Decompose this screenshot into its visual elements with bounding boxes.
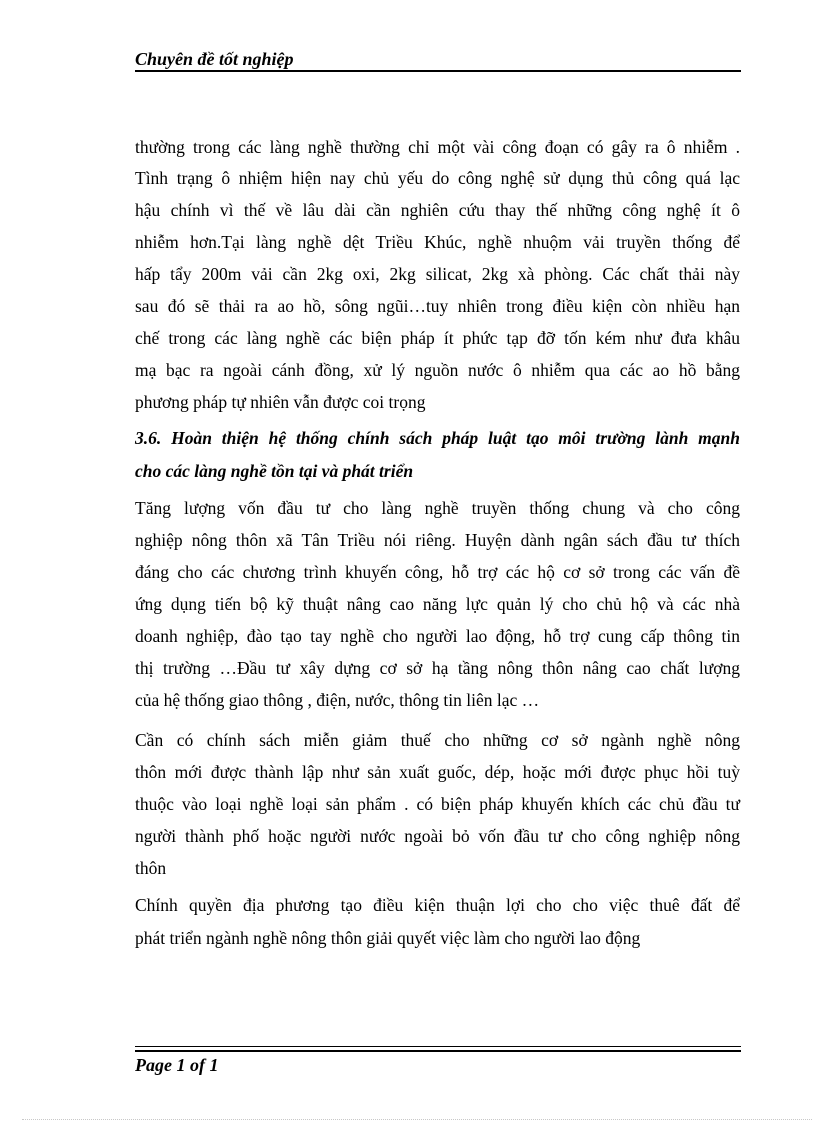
section-heading: cho các làng nghề tồn tại và phát triển <box>135 461 414 481</box>
body-line: phát triển ngành nghề nông thôn giải quyết việc làm cho người lao động <box>135 928 641 948</box>
body-line: đáng cho các chương trình khuyến công, hỗ trợ các hộ cơ sở trong các vấn đề <box>135 562 740 582</box>
body-line: sau đó sẽ thải ra ao hồ, sông ngũi…tuy nhiên trong điều kiện còn nhiều hạn <box>135 296 740 316</box>
body-line: thường trong các làng nghề thường chỉ một vài công đoạn có gây ra ô nhiễm . <box>135 137 740 157</box>
body-line: hậu chính vì thế về lâu dài cần nghiên cứu thay thế những công nghệ ít ô <box>135 200 740 220</box>
body-line: Cần có chính sách miễn giảm thuế cho những cơ sở ngành nghề nông <box>135 730 740 750</box>
body-line: hấp tẩy 200m vải cần 2kg oxi, 2kg silicat, 2kg xà phòng. Các chất thải này <box>135 264 740 284</box>
body-line: nhiễm hơn.Tại làng nghề dệt Triều Khúc, nghề nhuộm vải truyền thống để <box>135 232 740 252</box>
body-line: ứng dụng tiến bộ kỹ thuật nâng cao năng lực quản lý cho chủ hộ và các nhà <box>135 594 740 614</box>
section-heading: 3.6. Hoàn thiện hệ thống chính sách pháp luật tạo môi trường lành mạnh <box>135 428 740 448</box>
body-line: nghiệp nông thôn xã Tân Triều nói riêng. Huyện dành ngân sách đầu tư thích <box>135 530 740 550</box>
header-divider <box>135 70 741 72</box>
body-line: thuộc vào loại nghề loại sản phẩm . có biện pháp khuyến khích các chủ đầu tư <box>135 794 740 814</box>
page-edge <box>22 1119 812 1120</box>
body-line: của hệ thống giao thông , điện, nước, thông tin liên lạc … <box>135 690 540 710</box>
body-line: người thành phố hoặc người nước ngoài bỏ vốn đầu tư cho công nghiệp nông <box>135 826 740 846</box>
body-line: thị trường …Đầu tư xây dựng cơ sở hạ tầng nông thôn nâng cao chất lượng <box>135 658 740 678</box>
body-line: thôn <box>135 858 167 878</box>
body-line: mạ bạc ra ngoài cánh đồng, xử lý nguồn nước ô nhiễm qua các ao hồ bằng <box>135 360 740 380</box>
body-line: chế trong các làng nghề các biện pháp ít phức tạp đỡ tốn kém như đưa khâu <box>135 328 740 348</box>
body-line: thôn mới được thành lập như sản xuất guốc, dép, hoặc mới được phục hồi tuỳ <box>135 762 740 782</box>
body-line: doanh nghiệp, đào tạo tay nghề cho người lao động, hỗ trợ cung cấp thông tin <box>135 626 740 646</box>
footer-divider-thick <box>135 1050 741 1052</box>
body-line: Tình trạng ô nhiệm hiện nay chủ yếu do công nghệ sử dụng thủ công quá lạc <box>135 168 740 188</box>
body-line: Tăng lượng vốn đầu tư cho làng nghề truyền thống chung và cho công <box>135 498 740 518</box>
body-line: phương pháp tự nhiên vẫn được coi trọng <box>135 392 426 412</box>
page-number: Page 1 of 1 <box>135 1055 219 1075</box>
page-header-title: Chuyên đề tốt nghiệp <box>135 49 294 69</box>
body-line: Chính quyền địa phương tạo điều kiện thuận lợi cho cho việc thuê đất để <box>135 895 740 915</box>
footer-divider-thin <box>135 1046 741 1047</box>
